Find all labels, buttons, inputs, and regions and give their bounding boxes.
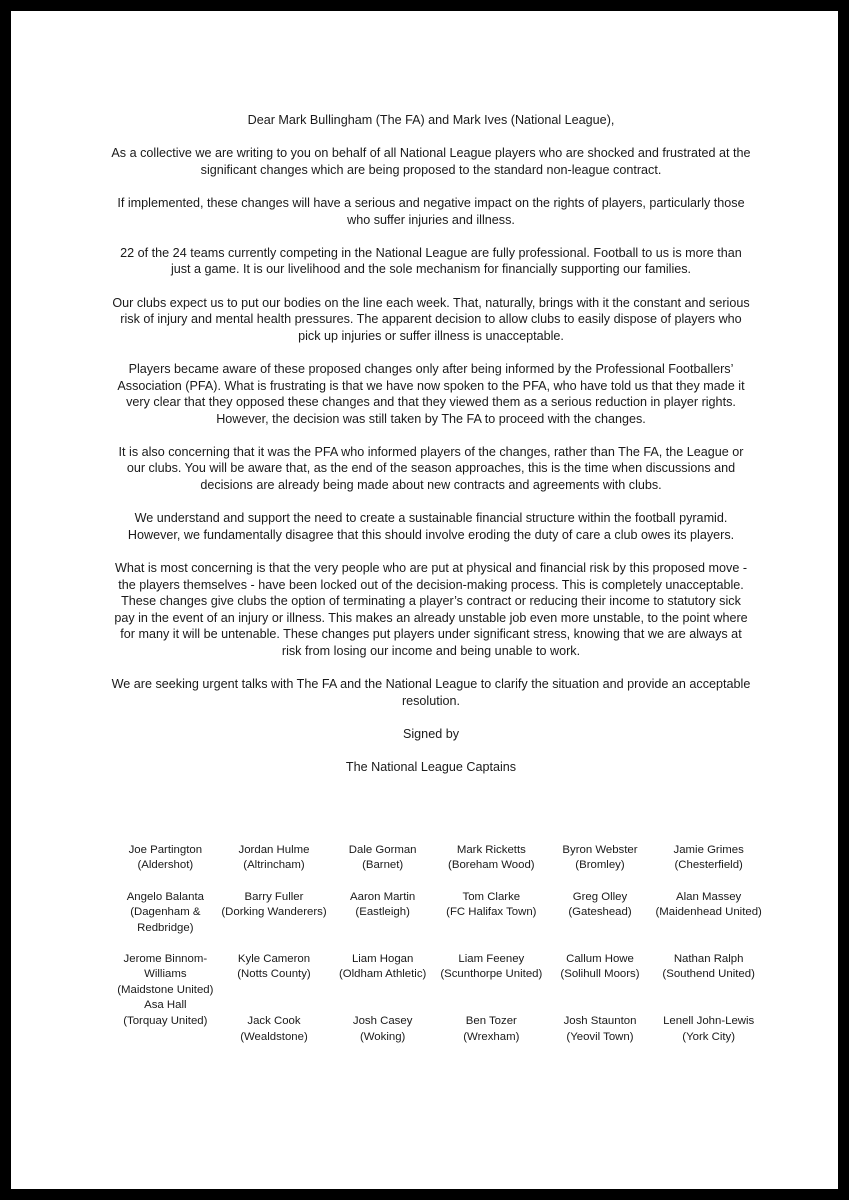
captain-club: (FC Halifax Town) [446,906,537,919]
captain-name: Callum Howe [566,953,634,966]
captain-name: Josh Casey [352,1015,413,1028]
captain-name: Greg Olley [572,890,628,903]
captain-name: Lenell John-Lewis [663,1015,755,1028]
paragraph: We understand and support the need to create a sustainable financial structure within the football pyramid. However, we fundamentally disagree that this should involve eroding the duty of care a club owes its players. [127,511,735,542]
captain-name: Kyle Cameron [237,953,311,966]
captain-club: (Maidenhead United) [655,906,762,919]
captain-club: (Solihull Moors) [560,968,640,981]
captain-club: (Woking) [359,1030,406,1043]
captain-name: Tom Clarke [462,890,521,903]
paragraph: Our clubs expect us to put our bodies on the line each week. That, naturally, brings with it the constant and serious risk of injury and mental health pressures. The apparent decision to allow clubs to easily dispose of players who pick up injuries or suffer illness is unacceptable. [112,295,750,343]
captain-club: (Wealdstone) [240,1030,308,1043]
captain-entry [111,843,220,890]
captain-entry [220,890,329,952]
captain-club: (Wrexham) [463,1030,520,1043]
captain-club: (York City) [682,1030,736,1043]
captain-entry [220,1014,329,1061]
paragraph: As a collective we are writing to you on behalf of all National League players who are shocked and frustrated at the significant changes which are being proposed to the standard non-league contract. [111,146,751,177]
captain-club: (Torquay United) [123,1014,208,1027]
captain-name: Nathan Ralph [673,953,744,966]
captain-club: (Notts County) [237,968,311,981]
captain-name: Angelo Balanta [126,890,204,903]
letter-page [11,11,838,1189]
captain-club: (Barnet) [362,859,404,872]
paragraph: We are seeking urgent talks with The FA and the National League to clarify the situation and provide an acceptable resolution. [111,677,751,708]
captain-entry [111,998,220,1061]
captain-entry [328,890,437,952]
captain-entry [328,1014,437,1061]
captain-entry [437,843,546,890]
captain-club: (Maidstone United) [117,983,214,996]
captain-name: Liam Feeney [458,953,525,966]
signed-by: Signed by [402,726,459,741]
captain-entry [654,1014,763,1061]
captain-name: Byron Webster [562,844,638,856]
captain-name: Ben Tozer [465,1015,517,1028]
captain-entry [546,890,655,952]
captain-entry [437,952,546,1014]
captain-club: (Altrincham) [243,859,305,872]
captain-entry [437,890,546,952]
captain-name: Dale Gorman [348,844,417,856]
captains-title: The National League Captains [345,760,517,775]
captain-name: Mark Ricketts [456,844,526,856]
captain-club: (Aldershot) [137,859,194,872]
paragraph: 22 of the 24 teams currently competing in the National League are fully professional. Football to us is more than just a game. It is our livelihood and the sole mechanism for financially supporting our families. [120,245,742,277]
captain-club: (Chesterfield) [674,859,743,872]
captain-name: Asa Hall [144,999,187,1012]
captain-club: (Southend United) [662,968,755,981]
captain-club: (Eastleigh) [355,906,410,919]
captain-club: (Bromley) [575,859,625,872]
captain-entry [111,890,220,952]
captain-name: Liam Hogan [351,953,414,966]
paragraph: If implemented, these changes will have a serious and negative impact on the rights of players, particularly those who suffer injuries and illness. [117,195,745,227]
captain-entry [654,952,763,1014]
captain-name: Barry Fuller [244,890,304,903]
captain-name: Jamie Grimes [673,844,744,856]
captain-club: (Boreham Wood) [448,859,535,872]
letter-body [111,112,751,792]
captain-entry [220,952,329,1014]
captain-entry [546,952,655,1014]
captain-entry [328,843,437,890]
captain-entry [546,843,655,890]
captains-grid [111,843,763,1061]
captain-name: Joe Partington [128,844,203,856]
captain-club: (Gateshead) [568,906,632,919]
captain-name: Alan Massey [676,890,742,903]
paragraph: What is most concerning is that the very people who are put at physical and financial risk by this proposed move - the players themselves - have been locked out of the decision-making process. This is completely unacceptable. These changes give clubs the option of terminating a player’s contract or reducing their income to statutory sick pay in the event of an injury or illness. This makes an already unstable job even more unstable, to the point where for many it will be untenable. These changes put players under significant stress, knowing that we are always at risk from losing our income and being unable to work. [114,561,748,658]
captain-club: (Scunthorpe United) [440,968,543,981]
captain-club: (Dagenham & Redbridge) [130,906,201,934]
captain-entry [328,952,437,1014]
captain-entry [220,843,329,890]
captain-club: (Dorking Wanderers) [221,906,327,919]
paragraph: It is also concerning that it was the PFA who informed players of the changes, rather than The FA, the League or our clubs. You will be aware that, as the end of the season approaches, this is the time when discussions and decisions are already being made about new contracts and agreements with clubs. [118,444,744,493]
captain-entry [654,890,763,952]
captain-entry [654,843,763,890]
captain-club: (Yeovil Town) [566,1030,634,1043]
captain-club: (Oldham Athletic) [338,968,427,981]
captain-entry [437,1014,546,1061]
captain-name: Jack Cook [247,1015,301,1028]
captain-name: Jerome Binnom-Williams [123,953,208,981]
salutation: Dear Mark Bullingham (The FA) and Mark Ives (National League), [247,113,615,127]
captain-name: Jordan Hulme [238,844,310,856]
captain-name: Josh Staunton [563,1015,637,1028]
captain-name: Aaron Martin [350,890,416,903]
paragraph: Players became aware of these proposed changes only after being informed by the Professional Footballers’ Association (PFA). What is frustrating is that we have now spoken to the PFA, who have told us that they made it very clear that they opposed these changes and that they viewed them as a serious reduction in player rights. However, the decision was still taken by The FA to proceed with the changes. [117,361,745,426]
captain-entry [546,1014,655,1061]
